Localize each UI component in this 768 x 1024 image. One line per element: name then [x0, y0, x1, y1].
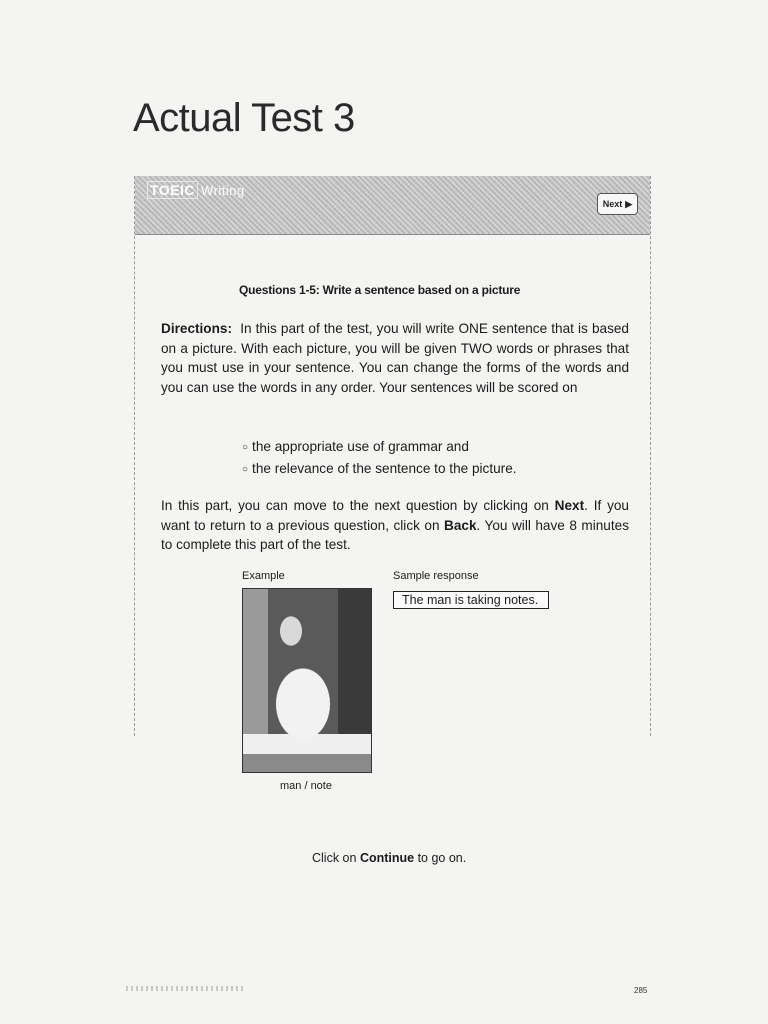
list-item: ○ the relevance of the sentence to the picture.: [242, 461, 517, 476]
page-number: 285: [634, 986, 648, 995]
section-name: Writing: [201, 183, 245, 198]
footer-smudge: [126, 986, 244, 991]
next-keyword: Next: [554, 498, 585, 513]
toeic-logo: TOEIC: [147, 181, 198, 199]
sample-response-box: The man is taking notes.: [393, 591, 549, 609]
example-label: Example: [242, 570, 285, 582]
bullet-icon: ○: [242, 442, 249, 453]
questions-heading: Questions 1-5: Write a sentence based on a picture: [239, 283, 521, 297]
sample-response-label: Sample response: [393, 570, 479, 582]
navigation-paragraph: In this part, you can move to the next question by clicking on Next. If you want to return to a previous question, click on Back. You will have 8 minutes to complete this part of the test.: [161, 498, 629, 553]
page-title: Actual Test 3: [133, 96, 355, 140]
directions-label: Directions:: [161, 321, 233, 336]
test-header-bar: [135, 176, 650, 235]
continue-instruction: Click on Continue to go on.: [312, 851, 467, 865]
bullet-icon: ○: [242, 464, 249, 475]
directions-paragraph: [161, 319, 629, 397]
continue-keyword: Continue: [359, 851, 415, 865]
example-photo: [242, 588, 372, 773]
header-brand: [147, 182, 245, 198]
directions-text: In this part of the test, you will write ONE sentence that is based on a picture. With each picture, you will be given TWO words or phrases that you must use in your sentence. You can change the forms of the words and you can use the words in any order. Your sentences will be scored on: [161, 321, 629, 395]
back-keyword: Back: [444, 517, 477, 533]
play-triangle-icon: ▶: [625, 198, 633, 209]
list-item: ○ the appropriate use of grammar and: [242, 439, 469, 454]
photo-caption: man / note: [280, 780, 332, 792]
scoring-criteria-list: [242, 437, 517, 481]
next-button-label: Next: [602, 199, 623, 209]
next-button[interactable]: [597, 193, 638, 215]
